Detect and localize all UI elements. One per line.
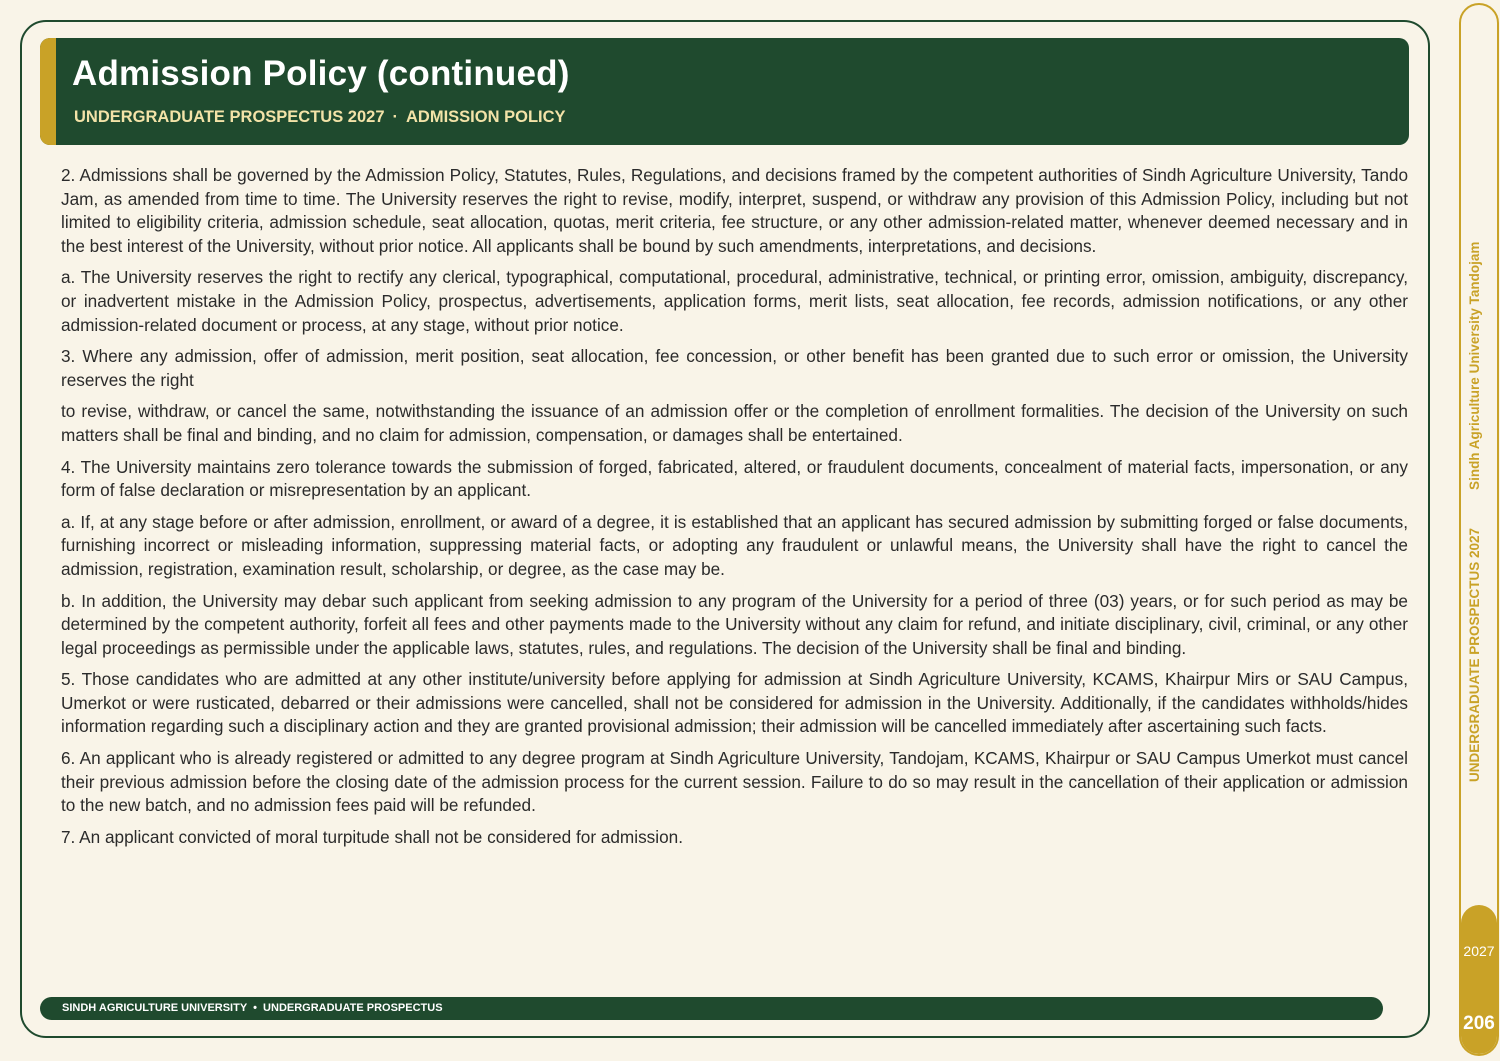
header-accent-bar bbox=[40, 38, 56, 145]
policy-content bbox=[61, 164, 1408, 857]
policy-clause: 5. Those candidates who are admitted at any other institute/university before applying for admission at Sindh Agriculture University, KCAMS, Khairpur Mirs or SAU Campus, Umerkot or were rusticated, debarred or their admissions were cancelled, shall not be considered for admission in the University. Additionally, if the candidates withholds/hides information regarding such a disciplinary action and they are granted provisional admission; their admission will be cancelled immediately after ascertaining such facts. bbox=[61, 669, 1408, 737]
page-number: 206 bbox=[1463, 1013, 1495, 1034]
subtitle-separator: · bbox=[392, 108, 399, 126]
side-tab-university-label: Sindh Agriculture University Tandojam bbox=[1467, 241, 1482, 490]
policy-clause: 4. The University maintains zero tolerance towards the submission of forged, fabricated, altered, or fraudulent documents, concealment of material facts, impersonation, or any form of false declaration or misrepresentation by an applicant. bbox=[61, 456, 1408, 501]
footer-text: SINDH AGRICULTURE UNIVERSITY • UNDERGRADUATE PROSPECTUS bbox=[62, 1002, 443, 1014]
footer-bar bbox=[40, 997, 1383, 1020]
page-subtitle bbox=[74, 108, 566, 127]
subtitle-section: ADMISSION POLICY bbox=[406, 108, 566, 126]
side-tab-prospectus-label: UNDERGRADUATE PROSPECTUS 2027 bbox=[1467, 527, 1482, 782]
policy-clause: a. The University reserves the right to rectify any clerical, typographical, computational, procedural, administrative, technical, or printing error, omission, ambiguity, discrepancy, or inadvertent mistake in the Admission Policy, prospectus, advertisements, application forms, merit lists, seat allocation, fee records, admission notifications, or any other admission-related document or process, at any stage, without prior notice. bbox=[61, 267, 1408, 335]
page-header bbox=[40, 38, 1409, 145]
policy-clause: 7. An applicant convicted of moral turpitude shall not be considered for admission. bbox=[61, 826, 683, 847]
policy-clause: b. In addition, the University may debar such applicant from seeking admission to any program of the University for a period of three (03) years, or for such period as may be determined by the competent authority, forfeit all fees and other payments made to the University without any claim for refund, and initiate disciplinary, civil, criminal, or any other legal proceedings as permissible under the applicable laws, statutes, rules, and regulations. The decision of the University shall be final and binding. bbox=[61, 590, 1408, 658]
policy-clause: 2. Admissions shall be governed by the Admission Policy, Statutes, Rules, Regulations, and decisions framed by the competent authorities of Sindh Agriculture University, Tando Jam, as amended from time to time. The University reserves the right to revise, modify, interpret, suspend, or withdraw any provision of this Admission Policy, including but not limited to eligibility criteria, admission schedule, seat allocation, quotas, merit criteria, fee structure, or any other admission-related matter, whenever deemed necessary and in the best interest of the University, without prior notice. All applicants shall be bound by such amendments, interpretations, and decisions. bbox=[61, 165, 1408, 256]
side-tab-vertical-text bbox=[1467, 182, 1482, 782]
subtitle-prospectus: UNDERGRADUATE PROSPECTUS 2027 bbox=[74, 108, 385, 126]
policy-clause: 6. An applicant who is already registered or admitted to any degree program at Sindh Agriculture University, Tandojam, KCAMS, Khairpur or SAU Campus Umerkot must cancel their previous admission before the closing date of the admission process for the current session. Failure to do so may result in the cancellation of their application or admission to the new batch, and no admission fees paid will be refunded. bbox=[61, 748, 1408, 816]
policy-clause: to revise, withdraw, or cancel the same, notwithstanding the issuance of an admission offer or the completion of enrollment formalities. The decision of the University on such matters shall be final and binding, and no claim for admission, compensation, or damages shall be entertained. bbox=[61, 401, 1408, 445]
policy-clause: a. If, at any stage before or after admission, enrollment, or award of a degree, it is established that an applicant has secured admission by submitting forged or false documents, furnishing incorrect or misleading information, suppressing material facts, or adopting any fraudulent or unlawful means, the University shall have the right to cancel the admission, registration, examination result, scholarship, or degree, as the case may be. bbox=[61, 511, 1408, 579]
side-tab-year: 2027 bbox=[1463, 943, 1495, 959]
policy-clause: 3. Where any admission, offer of admission, merit position, seat allocation, fee concession, or other benefit has been granted due to such error or omission, the University reserves the right bbox=[61, 346, 1408, 390]
page-title: Admission Policy (continued) bbox=[72, 54, 570, 93]
